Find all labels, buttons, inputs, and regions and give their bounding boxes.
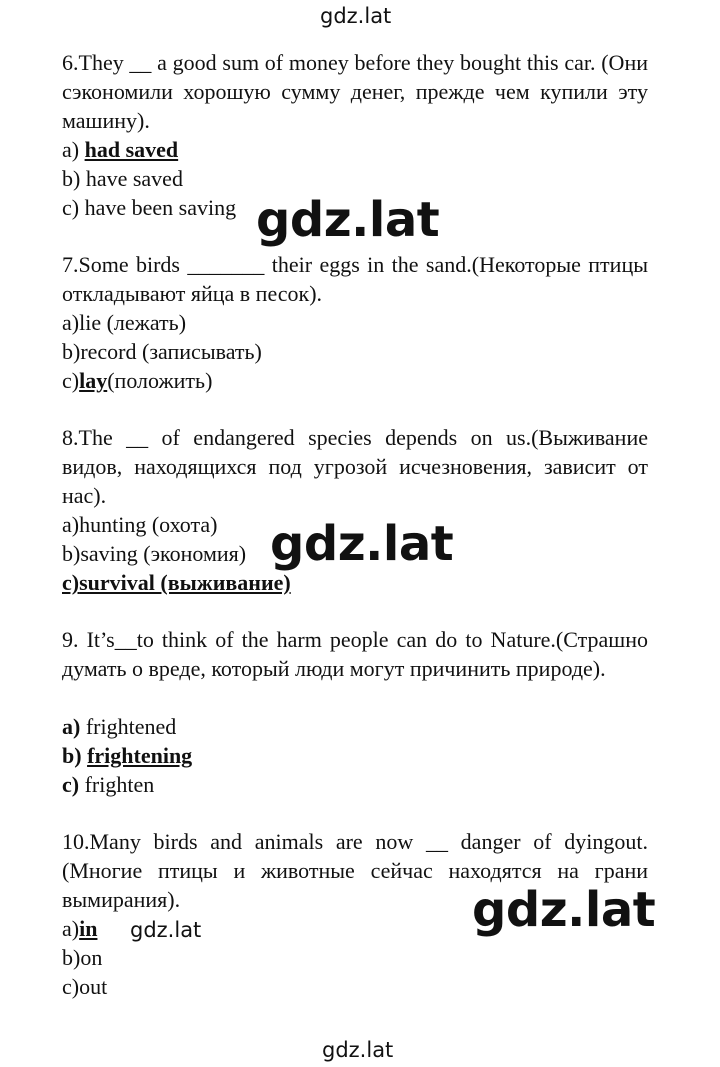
question-6-option-c: c) have been saving xyxy=(62,195,237,220)
correct-answer: in xyxy=(79,916,98,941)
question-8-text: 8.The __ of endangered species depends on us.(Выживание видов, находящихся под угрозой исчезновения, зависит от нас). xyxy=(62,425,648,508)
watermark-big-bottom: gdz.lat xyxy=(472,882,656,938)
correct-answer: lay xyxy=(79,368,108,393)
question-7-text: 7.Some birds _______ their eggs in the sand.(Некоторые птицы откладывают яйца в песок). xyxy=(62,252,648,306)
question-6-option-a: a) had saved xyxy=(62,137,179,162)
question-9-text: 9. It’s__to think of the harm people can do to Nature.(Страшно думать о вреде, который люди могут причинить природе). xyxy=(62,627,648,681)
question-9-option-a: a) frightened xyxy=(62,714,177,739)
question-10-text: 10.Many birds and animals are now __ danger of dyingout.(Многие птицы и животные сейчас находятся на грани вымирания). xyxy=(62,829,648,912)
watermark-small-bottom: gdz.lat xyxy=(130,918,202,942)
correct-answer: had saved xyxy=(84,137,179,162)
question-6-option-b: b) have saved xyxy=(62,166,183,191)
question-10-option-b: b)on xyxy=(62,945,103,970)
question-8-option-c: c)survival (выживание) xyxy=(62,570,291,595)
question-9-option-b: b) frightening xyxy=(62,743,193,768)
question-7-option-b: b)record (записывать) xyxy=(62,339,262,364)
watermark-footer: gdz.lat xyxy=(322,1038,394,1062)
question-8-option-b: b)saving (экономия) xyxy=(62,541,247,566)
question-9-option-c: c) frighten xyxy=(62,772,155,797)
correct-answer: frightening xyxy=(87,743,193,768)
question-10-option-c: c)out xyxy=(62,974,108,999)
watermark-mid-1: gdz.lat xyxy=(256,192,440,248)
question-6-text: 6.They __ a good sum of money before they bought this car. (Они сэкономили хорошую сумму денег, прежде чем купили эту машину). xyxy=(62,50,648,133)
correct-answer: survival (выживание) xyxy=(79,570,291,595)
watermark-top: gdz.lat xyxy=(320,4,392,28)
question-7-option-a: a)lie (лежать) xyxy=(62,310,187,335)
question-8-option-a: a)hunting (охота) xyxy=(62,512,218,537)
watermark-mid-2: gdz.lat xyxy=(270,516,454,572)
question-10-option-a: a)in xyxy=(62,916,98,941)
question-7-option-c: c)lay(положить) xyxy=(62,368,213,393)
